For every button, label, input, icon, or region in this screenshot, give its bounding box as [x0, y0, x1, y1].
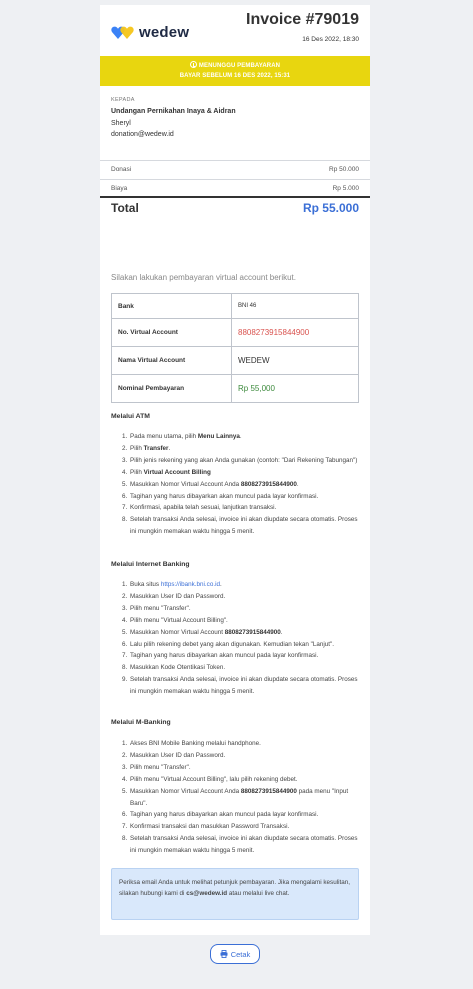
- invoice-card: [100, 5, 370, 935]
- summary-row-donasi: [100, 160, 370, 179]
- list-item: 2. Masukkan User ID dan Password.: [129, 591, 361, 603]
- status-text: MENUNGGU PEMBAYARAN: [198, 63, 281, 69]
- va-amount-value: Rp 55,000: [238, 384, 275, 393]
- table-row: [112, 319, 359, 347]
- list-item: 7. Konfirmasi transaksi dan masukkan Password Transaksi.: [129, 821, 361, 833]
- list-item: 3. Pilih menu "Transfer".: [129, 762, 361, 774]
- print-button[interactable]: [210, 944, 260, 964]
- ibank-steps: [111, 579, 361, 698]
- total-label: Total: [111, 201, 139, 215]
- mbank-section-title: Melalui M-Banking: [111, 719, 171, 726]
- deadline-text: BAYAR SEBELUM 16 DES 2022, 15:31: [179, 73, 291, 79]
- va-key: Bank: [112, 294, 232, 319]
- list-item: 4. Pilih menu "Virtual Account Billing".: [129, 615, 361, 627]
- list-item: 6. Tagihan yang harus dibayarkan akan muncul pada layar konfirmasi.: [129, 491, 361, 503]
- list-item: 1. Buka situs https://ibank.bni.co.id.: [129, 579, 361, 591]
- recipient-name: Sheryl: [111, 120, 131, 127]
- list-item: 8. Masukkan Kode Otentikasi Token.: [129, 662, 361, 674]
- list-item: 5. Masukkan Nomor Virtual Account 8808273915844900.: [129, 627, 361, 639]
- list-item: 7. Konfirmasi, apabila telah sesuai, lanjutkan transaksi.: [129, 502, 361, 514]
- payment-status-banner: [100, 56, 370, 86]
- list-item: 2. Masukkan User ID dan Password.: [129, 750, 361, 762]
- list-item: 1. Akses BNI Mobile Banking melalui handphone.: [129, 738, 361, 750]
- summary-total-row: [100, 196, 370, 220]
- ibank-section-title: Melalui Internet Banking: [111, 561, 190, 568]
- recipient-label: KEPADA: [111, 97, 135, 103]
- list-item: 2. Pilih Transfer.: [129, 443, 361, 455]
- summary-label: Biaya: [111, 185, 128, 192]
- recipient-email: donation@wedew.id: [111, 131, 174, 138]
- va-key: No. Virtual Account: [112, 319, 232, 347]
- summary-label: Donasi: [111, 166, 132, 173]
- list-item: 8. Setelah transaksi Anda selesai, invoice ini akan diupdate secara otomatis. Proses ini mungkin memakan waktu hingga 5 menit.: [129, 833, 361, 857]
- va-key: Nama Virtual Account: [112, 347, 232, 375]
- brand-logo: [111, 24, 189, 41]
- table-row: [112, 347, 359, 375]
- mbank-steps: [111, 738, 361, 857]
- va-number-value[interactable]: 8808273915844900: [238, 328, 310, 337]
- atm-steps: [111, 431, 361, 538]
- brand-name: wedew: [139, 24, 190, 41]
- va-name-value: WEDEW: [238, 356, 270, 365]
- list-item: 6. Tagihan yang harus dibayarkan akan muncul pada layar konfirmasi.: [129, 809, 361, 821]
- invoice-title: Invoice #79019: [246, 11, 359, 28]
- list-item: 7. Tagihan yang harus dibayarkan akan muncul pada layar konfirmasi.: [129, 650, 361, 662]
- payment-instruction: Silakan lakukan pembayaran virtual account berikut.: [111, 273, 296, 282]
- va-name-cell: [232, 347, 359, 375]
- list-item: 5. Masukkan Nomor Virtual Account Anda 8808273915844900 pada menu "Input Baru".: [129, 786, 361, 810]
- list-item: 4. Pilih Virtual Account Billing: [129, 467, 361, 479]
- list-item: 6. Lalu pilih rekening debet yang akan digunakan. Kemudian tekan "Lanjut".: [129, 639, 361, 651]
- va-bank-value: BNI 46: [232, 294, 359, 319]
- summary-amount: Rp 5.000: [332, 185, 359, 192]
- list-item: 4. Pilih menu "Virtual Account Billing", lalu pilih rekening debet.: [129, 774, 361, 786]
- list-item: 3. Pilih menu "Transfer".: [129, 603, 361, 615]
- atm-section-title: Melalui ATM: [111, 413, 150, 420]
- table-row: [112, 375, 359, 403]
- invoice-date: 16 Des 2022, 18:30: [302, 36, 359, 43]
- help-note: Periksa email Anda untuk melihat petunjuk pembayaran. Jika mengalami kesulitan, silakan hubungi kami di cs@wedew.id atau melalui live chat.: [111, 868, 359, 920]
- virtual-account-table: [111, 293, 359, 403]
- summary-amount: Rp 50.000: [329, 166, 359, 173]
- va-key: Nominal Pembayaran: [112, 375, 232, 403]
- clock-icon: [190, 61, 197, 68]
- table-row: [112, 294, 359, 319]
- list-item: 1. Pada menu utama, pilih Menu Lainnya.: [129, 431, 361, 443]
- va-amount-cell: [232, 375, 359, 403]
- ibank-link[interactable]: https://ibank.bni.co.id: [160, 581, 220, 588]
- recipient-event: Undangan Pernikahan Inaya & Aidran: [111, 108, 236, 115]
- list-item: 3. Pilih jenis rekening yang akan Anda gunakan (contoh: "Dari Rekening Tabungan"): [129, 455, 361, 467]
- support-email[interactable]: cs@wedew.id: [186, 890, 228, 897]
- print-label: Cetak: [230, 949, 251, 959]
- printer-icon: [220, 950, 228, 958]
- list-item: 9. Setelah transaksi Anda selesai, invoice ini akan diupdate secara otomatis. Proses ini mungkin memakan waktu hingga 5 menit.: [129, 674, 361, 698]
- list-item: 5. Masukkan Nomor Virtual Account Anda 8808273915844900.: [129, 479, 361, 491]
- heart-logo-icon: [111, 26, 135, 40]
- total-amount: Rp 55.000: [302, 201, 359, 215]
- list-item: 8. Setelah transaksi Anda selesai, invoice ini akan diupdate secara otomatis. Proses ini mungkin memakan waktu hingga 5 menit.: [129, 514, 361, 538]
- va-number-cell: [232, 319, 359, 347]
